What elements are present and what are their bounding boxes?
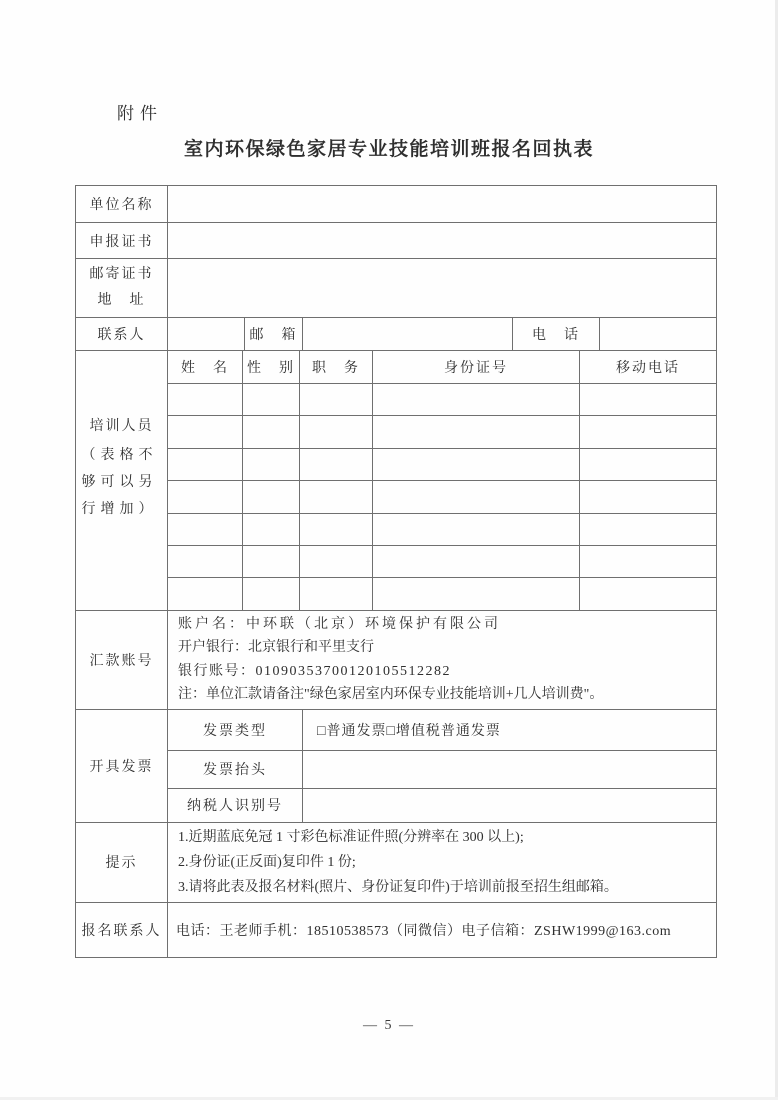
trainee-cell[interactable] [300, 449, 373, 481]
trainees-label: 培训人员 （表格不够可以另行增加） [76, 351, 168, 611]
taxpayer-id-field[interactable] [303, 789, 717, 823]
page-title: 室内环保绿色家居专业技能培训班报名回执表 [183, 139, 594, 160]
invoice-title-label: 发票抬头 [168, 751, 303, 789]
phone-label: 电 话 [513, 318, 600, 351]
trainee-cell[interactable] [168, 546, 243, 578]
trainee-row [168, 546, 717, 578]
trainee-header-position: 职 务 [300, 351, 373, 384]
attachment-label: 附件 [117, 104, 163, 123]
registration-form-table [75, 185, 717, 958]
registration-contact-label: 报名联系人 [76, 903, 168, 958]
trainee-cell[interactable] [300, 481, 373, 513]
trainee-header-mobile: 移动电话 [580, 351, 717, 384]
phone-field[interactable] [600, 318, 717, 351]
trainee-cell[interactable] [168, 578, 243, 610]
invoice-type-label: 发票类型 [168, 710, 303, 751]
certificate-row [76, 223, 717, 259]
trainee-cell[interactable] [580, 546, 717, 578]
trainee-cell[interactable] [373, 578, 580, 610]
invoice-title-field[interactable] [303, 751, 717, 789]
remittance-row [76, 611, 717, 710]
unit-name-row [76, 186, 717, 223]
trainee-cell[interactable] [580, 578, 717, 610]
trainee-cell[interactable] [580, 449, 717, 481]
remittance-bank: 开户银行：北京银行和平里支行 [178, 640, 374, 656]
invoice-label: 开具发票 [76, 710, 168, 823]
trainee-cell[interactable] [243, 514, 300, 546]
trainee-row [168, 578, 717, 610]
trainees-note: （表格不够可以另行增加） [81, 448, 158, 517]
tip-line: 3.请将此表及报名材料(照片、身份证复印件)于培训前报至招生组邮箱。 [178, 879, 618, 895]
tips-content [168, 823, 717, 903]
page-number: — 5 — [363, 1018, 415, 1033]
trainee-row [168, 416, 717, 448]
remittance-label: 汇款账号 [76, 611, 168, 710]
trainee-row [168, 449, 717, 481]
trainee-cell[interactable] [580, 384, 717, 416]
trainee-cell[interactable] [580, 416, 717, 448]
trainee-cell[interactable] [168, 416, 243, 448]
remittance-note: 注：单位汇款请备注"绿色家居室内环保专业技能培训+几人培训费"。 [178, 687, 604, 703]
invoice-title-row [168, 751, 717, 789]
contact-field[interactable] [168, 318, 245, 351]
trainee-cell[interactable] [168, 449, 243, 481]
trainee-row [168, 514, 717, 546]
taxpayer-id-label: 纳税人识别号 [168, 789, 303, 823]
email-field[interactable] [303, 318, 513, 351]
certificate-label: 申报证书 [76, 223, 168, 259]
certificate-field[interactable] [168, 223, 717, 259]
trainee-row [168, 384, 717, 416]
trainee-header-row [168, 351, 717, 384]
mailing-address-row [76, 259, 717, 318]
remittance-account-number: 银行账号：01090353700120105512282 [178, 663, 451, 679]
email-label: 邮 箱 [245, 318, 303, 351]
trainee-cell[interactable] [243, 578, 300, 610]
trainee-cell[interactable] [300, 416, 373, 448]
contact-label: 联系人 [76, 318, 168, 351]
taxpayer-id-row [168, 789, 717, 823]
trainee-cell[interactable] [168, 514, 243, 546]
invoice-type-row [168, 710, 717, 751]
trainee-cell[interactable] [243, 416, 300, 448]
trainee-header-id-number: 身份证号 [373, 351, 580, 384]
mailing-address-field[interactable] [168, 259, 717, 318]
mailing-address-label: 邮寄证书 地 址 [76, 259, 168, 318]
registration-contact-value: 电话：王老师手机：18510538573（同微信）电子信箱：ZSHW1999@163.com [168, 903, 717, 958]
trainee-header-name: 姓 名 [168, 351, 243, 384]
trainee-cell[interactable] [373, 449, 580, 481]
trainee-cell[interactable] [300, 384, 373, 416]
trainees-section [76, 351, 717, 611]
trainee-cell[interactable] [373, 416, 580, 448]
tip-line: 2.身份证(正反面)复印件 1 份; [178, 854, 356, 870]
unit-name-field[interactable] [168, 186, 717, 223]
trainee-cell[interactable] [168, 481, 243, 513]
trainee-cell[interactable] [300, 546, 373, 578]
remittance-info [168, 611, 717, 710]
trainee-header-gender: 性 别 [243, 351, 300, 384]
trainee-cell[interactable] [373, 546, 580, 578]
trainee-cell[interactable] [243, 449, 300, 481]
registration-contact-row [76, 903, 717, 958]
trainee-cell[interactable] [300, 514, 373, 546]
trainee-cell[interactable] [373, 384, 580, 416]
trainee-cell[interactable] [580, 481, 717, 513]
trainee-cell[interactable] [168, 384, 243, 416]
unit-name-label: 单位名称 [76, 186, 168, 223]
contact-row [76, 318, 717, 351]
trainee-row [168, 481, 717, 513]
tip-line: 1.近期蓝底免冠 1 寸彩色标准证件照(分辨率在 300 以上); [178, 829, 524, 845]
invoice-type-field[interactable]: □普通发票□增值税普通发票 [303, 710, 717, 751]
trainee-cell[interactable] [243, 384, 300, 416]
remittance-account-name: 账户名：中环联（北京）环境保护有限公司 [178, 616, 501, 632]
tips-row [76, 823, 717, 903]
trainee-cell[interactable] [580, 514, 717, 546]
trainee-cell[interactable] [373, 481, 580, 513]
trainee-cell[interactable] [373, 514, 580, 546]
trainee-cell[interactable] [300, 578, 373, 610]
tips-label: 提示 [76, 823, 168, 903]
invoice-section [76, 710, 717, 823]
trainee-cell[interactable] [243, 481, 300, 513]
trainee-cell[interactable] [243, 546, 300, 578]
